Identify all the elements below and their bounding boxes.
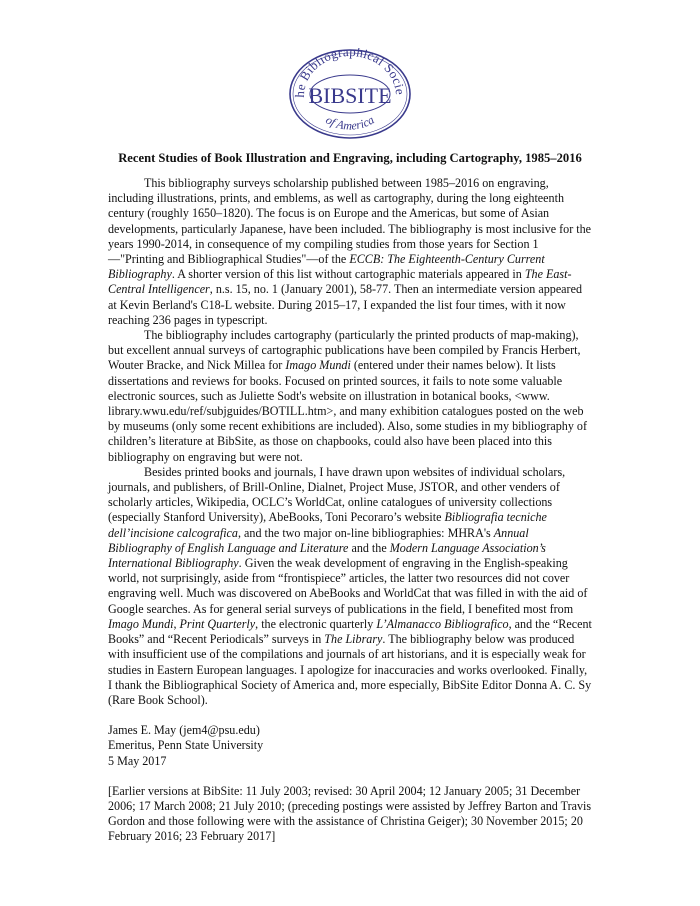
seal-bottom-text: of America <box>323 112 377 133</box>
intro-paragraph: This bibliography surveys scholarship published between 1985–2016 on engraving, including illustrations, prints, and emblems, as well as cartography, during the long eighteenth century (roughly 1650–1820). The focus is on Europe and the Americas, but some of Asian developments, particularly Japanese, have been included. The bibliography is most inclusive for the years 1990-2014, in consequence of my compiling studies from those years for Section 1—"Printing and Bibliographical Studies"—of the ECCB: The Eighteenth-Century Current Bibliography. A shorter version of this list without cartographic materials appeared in The East-Central Intelligencer, n.s. 15, no. 1 (January 2001), 58-77. Then an intermediate version appeared at Kevin Berland's C18-L website. During 2015–17, I expanded the list four times, with it now reaching 236 pages in typescript. <box>108 176 592 327</box>
bibsite-logo <box>287 48 413 140</box>
document-body <box>108 176 592 845</box>
svg-text:of America <box>323 113 376 133</box>
signature-block <box>108 723 592 769</box>
sources-paragraph: Besides printed books and journals, I have drawn upon websites of individual scholars, journals, and publishers, of Brill-Online, Dialnet, Project Muse, JSTOR, and other venders of scholarly articles, Wikipedia, OCLC’s WorldCat, online catalogues of university collections (especially Stanford University), AbeBooks, Toni Pecoraro’s website Bibliografia tecniche dell’incisione calcografica, and the two major on-line bibliographies: MHRA's Annual Bibliography of English Language and Literature and the Modern Language Association’s International Bibliography. Given the weak development of engraving in the English-speaking world, not surprisingly, aside from “frontispiece” articles, the latter two resources did not cover engraving well. Much was discovered on AbeBooks and WorldCat that was filled in with the aid of Google searches. As for general serial surveys of publications in the field, I benefited most from Imago Mundi, Print Quarterly, the electronic quarterly L’Almanacco Bibliografico, and the “Recent Books” and “Recent Periodicals” surveys in The Library. The bibliography below was produced with insufficient use of the compilations and journals of art historians, and it is especially weak for studies in Eastern European languages. I apologize for inaccuracies and works overlooked. Finally, I thank the Bibliographical Society of America and, more especially, BibSite Editor Donna A. C. Sy (Rare Book School). <box>108 464 592 707</box>
version-history: [Earlier versions at BibSite: 11 July 2003; revised: 30 April 2004; 12 January 2005; 31 December 2006; 17 March 2008; 21 July 2010; (preceding postings were assisted by Jeffrey Barton and Travis Gordon and those following were with the assistance of Christina Geiger); 30 November 2015; 20 February 2016; 23 February 2017] <box>108 783 592 844</box>
seal-center-text: BIBSITE <box>308 83 392 108</box>
author-name: James E. May (jem4@psu.edu) <box>108 723 260 738</box>
bibsite-seal-icon <box>287 48 413 140</box>
document-date: 5 May 2017 <box>108 753 167 768</box>
page-title: Recent Studies of Book Illustration and Engraving, including Cartography, 1985–2016 <box>118 151 582 165</box>
author-affiliation: Emeritus, Penn State University <box>108 738 264 753</box>
seal-top-text: he Bibliographical Socie <box>291 48 409 98</box>
scope-paragraph: The bibliography includes cartography (particularly the printed products of map-making), but excellent annual surveys of cartographic publications have been compiled by Francis Herbert, Wouter Bracke, and Nick Millea for Imago Mundi (entered under their names below). It lists dissertations and reviews for books. Focused on printed sources, it fails to note some valuable electronic sources, such as Juliette Sodt's website on illustration in botanical books, <www. library.wwu.edu/ref/subjguides/BOTILL.htm>, and many exhibition catalogues posted on the web by museums (only some recent exhibitions are included). Also, some studies in my bibliography of children’s literature at BibSite, as those on chapbooks, could also have been placed into this bibliography on engraving but were not. <box>108 328 587 464</box>
